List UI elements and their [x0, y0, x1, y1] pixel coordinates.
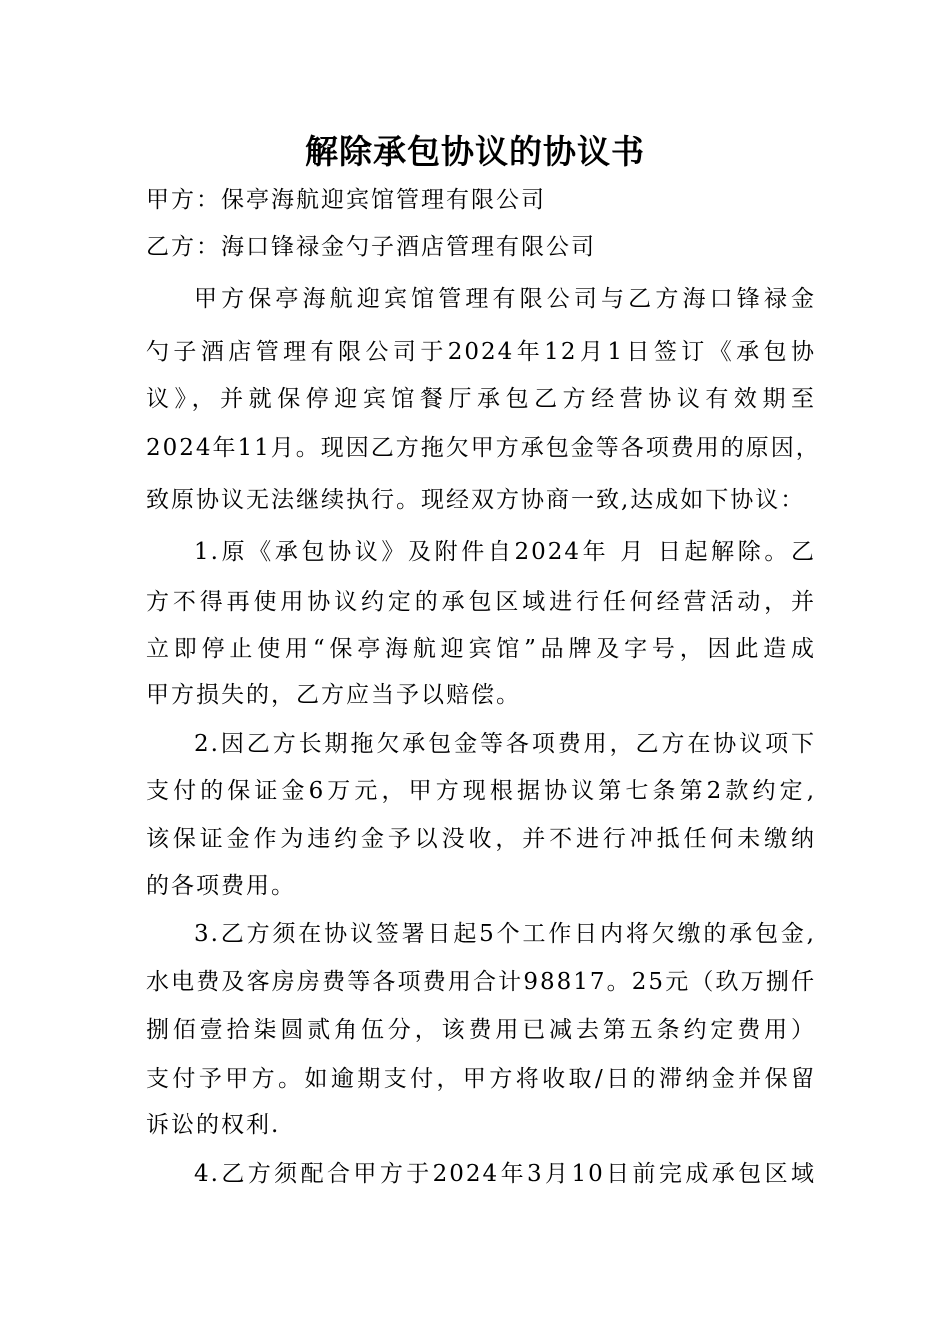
party-a: 甲方：保亭海航迎宾馆管理有限公司: [146, 187, 546, 213]
clause-3-line: 3.乙方须在协议签署日起5个工作日内将欠缴的承包金,: [194, 921, 816, 947]
clause-2-line: 该保证金作为违约金予以没收，并不进行冲抵任何未缴纳: [146, 826, 816, 852]
paragraph-line: 2024年11月。现因乙方拖欠甲方承包金等各项费用的原因，: [146, 435, 821, 461]
clause-2-line: 2.因乙方长期拖欠承包金等各项费用，乙方在协议项下: [194, 731, 816, 757]
clause-3-line: 支付予甲方。如逾期支付，甲方将收取/日的滞纳金并保留: [146, 1066, 816, 1092]
party-b: 乙方：海口锋禄金勺子酒店管理有限公司: [146, 234, 596, 260]
clause-1-line: 方不得再使用协议约定的承包区域进行任何经营活动，并: [146, 589, 816, 615]
clause-1-line: 立即停止使用“保亭海航迎宾馆”品牌及字号，因此造成: [146, 636, 816, 662]
clause-1-line: 甲方损失的，乙方应当予以赔偿。: [146, 682, 521, 708]
clause-4-line: 4.乙方须配合甲方于2024年3月10日前完成承包区域: [194, 1161, 816, 1187]
clause-1-line: 1.原《承包协议》及附件自2024年 月 日起解除。乙: [194, 539, 816, 565]
paragraph-line: 甲方保亭海航迎宾馆管理有限公司与乙方海口锋禄金: [194, 286, 816, 312]
clause-3-line: 水电费及客房房费等各项费用合计98817。25元（玖万捌仟: [146, 969, 816, 995]
clause-3-line: 捌佰壹拾柒圆贰角伍分，该费用已减去第五条约定费用）: [146, 1017, 816, 1043]
clause-3-line: 诉讼的权利.: [146, 1112, 281, 1138]
paragraph-line: 勺子酒店管理有限公司于2024年12月1日签订《承包协: [146, 339, 816, 365]
paragraph-line: 议》，并就保停迎宾馆餐厅承包乙方经营协议有效期至: [146, 386, 816, 412]
document-title: 解除承包协议的协议书: [305, 132, 645, 171]
clause-2-line: 支付的保证金6万元，甲方现根据协议第七条第2款约定,: [146, 778, 816, 804]
clause-2-line: 的各项费用。: [146, 873, 296, 899]
paragraph-line: 致原协议无法继续执行。现经双方协商一致,达成如下协议：: [146, 487, 806, 513]
